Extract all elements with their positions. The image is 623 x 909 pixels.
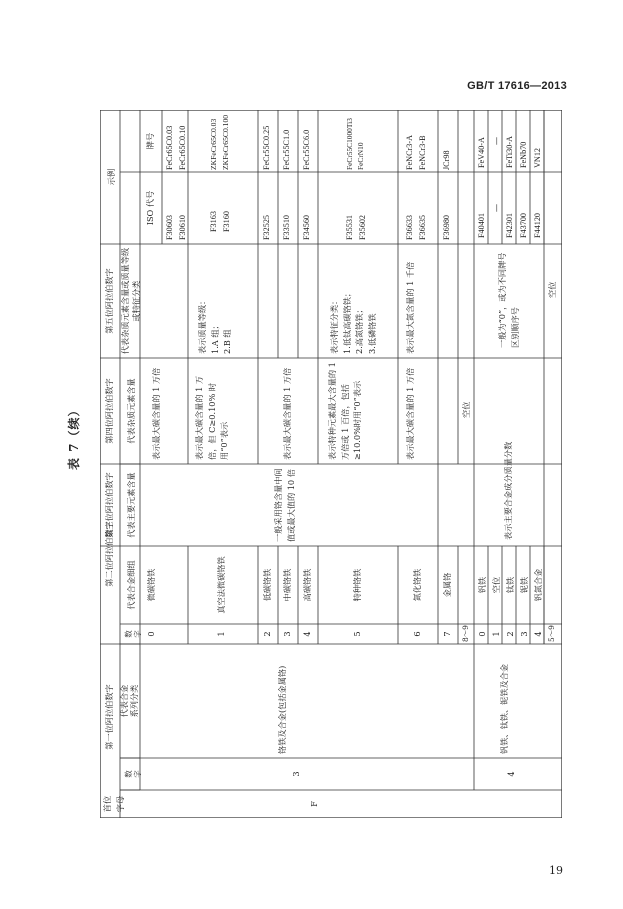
col-fourth-sub-header: 代表杂质元素含量: [126, 378, 136, 444]
family-3: 铬铁及合金(包括金属铬): [277, 665, 287, 754]
row5-digit: 5: [352, 631, 362, 637]
row4-name: 高碳铬铁: [302, 568, 312, 602]
group4-fourth-fifth: 一般为“0”，或为不同牌号区别顺序号: [497, 252, 520, 348]
row6-fourth: 表示最大碳含量的 1 万倍: [405, 367, 415, 460]
first-digit-4: 4: [506, 771, 516, 777]
row89-digit: 8～9: [461, 625, 470, 642]
row4-digit: 4: [302, 631, 312, 637]
s1-digit: 1: [491, 631, 501, 637]
col-third-sub-header: 代表主要元素含量: [126, 472, 136, 538]
row6-iso: F36633 F36635: [405, 214, 427, 240]
row7-iso: F36980: [442, 214, 451, 240]
col-iso-header: ISO 代号: [145, 190, 155, 226]
col-first-num-header: 数 字: [124, 770, 142, 778]
row2-brand: FeCr55C0.25: [262, 125, 271, 170]
s3-digit: 3: [519, 631, 529, 637]
s1-brand: —: [491, 136, 501, 146]
row6-fifth: 表示最大氮含量的 1 千倍: [405, 261, 415, 354]
row5-iso: F35531 F35602: [345, 214, 367, 240]
table-caption: 表 7（续）: [67, 403, 81, 470]
row7-name: 金属铬: [442, 572, 452, 598]
row2-name: 低碳铬铁: [262, 568, 272, 602]
s4-name: 钒氮合金: [533, 568, 543, 602]
s4-digit: 4: [533, 631, 543, 637]
rows24-fourth: 表示最大碳含量的 1 万倍: [282, 367, 292, 460]
row0-digit: 0: [146, 631, 156, 637]
row0-name: 微碳铬铁: [146, 568, 156, 602]
s2-iso: F42301: [505, 212, 514, 238]
s2-digit: 2: [505, 631, 515, 637]
col-fifth-digit-header: 第五位阿拉伯数字: [104, 268, 114, 334]
row1-brand: ZKFeCr65C0.03 ZKFeCr65C0.100: [209, 114, 230, 170]
col-second-digit-header: 第二位阿拉伯数字: [104, 521, 114, 587]
row3-brand: FeCr55C1.0: [282, 129, 291, 170]
row6-digit: 6: [412, 631, 422, 637]
row1-iso: F3163 F3160: [209, 211, 231, 232]
s1-name: 空位: [491, 576, 501, 594]
s2-brand: FeTi30-A: [505, 135, 514, 168]
group4-third: 表示主要合金成分质量分数: [503, 441, 513, 540]
row2-digit: 2: [262, 631, 272, 637]
s3-name: 铌铁: [519, 576, 529, 594]
col-second-num-header: 数 字: [124, 630, 142, 638]
rotated-table: [100, 110, 562, 818]
prefix-letter: F: [309, 801, 319, 807]
page-number: 19: [549, 864, 563, 877]
row7-brand: JCr98: [442, 150, 451, 170]
col-prefix-header: 首位 字母: [102, 795, 125, 813]
standard-number: GB/T 17616—2013: [467, 80, 567, 92]
s3-brand: FeNb70: [519, 141, 528, 168]
col-first-digit-header: 第一位阿拉伯数字: [104, 684, 114, 750]
col-third-digit-header: 第三位阿拉伯数字: [104, 472, 114, 538]
row7-digit: 7: [442, 631, 452, 637]
s2-name: 钛铁: [505, 576, 515, 594]
row0-brand: FeCr65C0.03 FeCr65C0.10: [165, 125, 187, 170]
row6-brand: FeNCr3-A FeNCr3-B: [405, 134, 427, 170]
row1-fourth: 表示最大碳含量的 1 万倍，但 C≥0.10% 时用“0”表示: [194, 375, 230, 460]
row5-fourth: 表示特种元素最大含量的 1 万倍或 1 百倍，包括≥10.0%时用“0”表示: [327, 362, 363, 460]
row5-name: 特种铬铁: [352, 568, 362, 602]
s0-name: 钒铁: [477, 576, 487, 594]
col-family-header: 代表合金 系列分类: [119, 684, 139, 718]
s4-brand: VN12: [533, 147, 542, 168]
s3-iso: F43700: [519, 212, 528, 238]
row89-blank: 空位: [461, 401, 471, 418]
s0-digit: 0: [477, 631, 487, 637]
family-4: 钒铁、钛铁、铌铁及合金: [499, 663, 509, 754]
s4-iso: F44120: [533, 212, 542, 238]
row5-brand: FeCr55C1000Ti3 FeCrN10: [345, 118, 366, 170]
row1-digit: 1: [216, 631, 226, 637]
first-digit-3: 3: [291, 771, 301, 777]
col-example-header: 示例: [106, 168, 116, 186]
col-group-header: 代表合金细组: [126, 560, 136, 610]
column-lines: [100, 172, 562, 790]
row1-fifth: 表示质量等级： 1.A 组； 2.B 组: [197, 296, 233, 354]
col-brand-header: 牌号: [145, 132, 155, 150]
col-fifth-sub-header: 代表杂质元素含量或质量等级或特征分类: [120, 247, 141, 355]
row4-iso: F34560: [302, 214, 311, 240]
row3-iso: F33510: [282, 214, 291, 240]
s0-iso: F40401: [477, 212, 486, 238]
row3-digit: 3: [282, 631, 292, 637]
col-fourth-digit-header: 第四位阿拉伯数字: [104, 378, 114, 444]
s1-iso: —: [491, 203, 501, 213]
row0-iso: F30603 F30610: [165, 214, 187, 240]
third-digit-chromium: 一般采用铬含量中间值或最大值的 10 倍: [273, 468, 296, 542]
row0-fourth: 表示最大碳含量的 1 万倍: [151, 367, 161, 460]
row5-fifth: 表示特征分类： 1.低钛高碳铬铁； 2.高氮铬铁； 3.低磷铬铁: [329, 288, 378, 354]
row2-iso: F32525: [262, 214, 271, 240]
row4-brand: FeCr55C6.0: [302, 129, 311, 170]
s0-brand: FeV40-A: [477, 137, 486, 168]
s59-digit: 5～9: [547, 625, 556, 642]
row6-name: 氮化铬铁: [412, 568, 422, 602]
row1-name: 真空法微碳铬铁: [216, 556, 226, 614]
row3-name: 中碳铬铁: [282, 568, 292, 602]
s59-blank: 空位: [547, 281, 557, 298]
